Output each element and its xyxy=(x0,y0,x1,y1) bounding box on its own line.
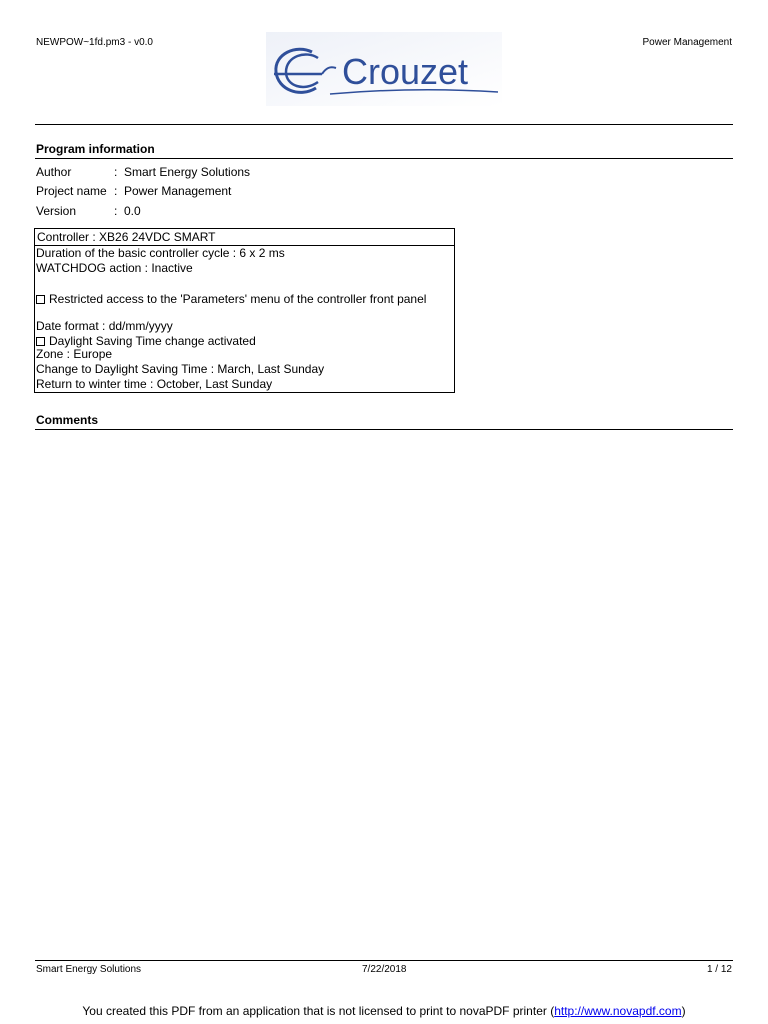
footer-author: Smart Energy Solutions xyxy=(36,964,142,975)
comments-rule xyxy=(35,429,733,430)
header-rule xyxy=(35,124,733,125)
novapdf-notice-close: ) xyxy=(681,1004,686,1018)
info-key: Project name xyxy=(36,184,107,198)
novapdf-notice-text: You created this PDF from an application that is not licensed to print to novaPDF printer ( xyxy=(82,1004,555,1018)
restricted-access-option xyxy=(36,292,426,306)
footer-date: 7/22/2018 xyxy=(362,964,407,975)
program-info-heading: Program information xyxy=(36,142,155,156)
controller-cycle: Duration of the basic controller cycle : 6 x 2 ms xyxy=(36,246,285,260)
crouzet-logo-icon xyxy=(266,32,502,106)
dst-label: Daylight Saving Time change activated xyxy=(49,334,256,348)
controller-title: Controller : XB26 24VDC SMART xyxy=(35,229,454,246)
header-project-title: Power Management xyxy=(642,37,732,48)
info-key: Version xyxy=(36,204,77,218)
info-sep: : xyxy=(114,165,118,179)
info-row-author xyxy=(36,165,250,179)
novapdf-notice xyxy=(0,1004,768,1018)
dst-option xyxy=(36,334,256,348)
program-info-rule xyxy=(35,158,733,159)
info-sep: : xyxy=(114,204,118,218)
info-row-version xyxy=(36,204,141,218)
winter-return: Return to winter time : October, Last Sunday xyxy=(36,377,273,391)
file-version: NEWPOW~1fd.pm3 - v0.0 xyxy=(36,37,153,48)
info-row-project-name xyxy=(36,184,231,198)
watchdog-action: WATCHDOG action : Inactive xyxy=(36,261,193,275)
info-value: 0.0 xyxy=(124,204,141,218)
info-key: Author xyxy=(36,165,72,179)
logo-text: Crouzet xyxy=(342,51,469,92)
info-value: Power Management xyxy=(124,184,232,198)
date-format: Date format : dd/mm/yyyy xyxy=(36,319,173,333)
info-sep: : xyxy=(114,184,118,198)
dst-change: Change to Daylight Saving Time : March, Last Sunday xyxy=(36,362,325,376)
footer-rule xyxy=(35,960,733,961)
controller-box xyxy=(34,228,455,393)
comments-heading: Comments xyxy=(36,413,99,427)
restricted-access-checkbox[interactable] xyxy=(36,295,45,304)
restricted-access-label: Restricted access to the 'Parameters' menu of the controller front panel xyxy=(49,292,427,306)
info-value: Smart Energy Solutions xyxy=(124,165,251,179)
zone: Zone : Europe xyxy=(36,347,113,361)
crouzet-logo xyxy=(266,32,502,106)
dst-checkbox[interactable] xyxy=(36,337,45,346)
novapdf-link[interactable]: http://www.novapdf.com xyxy=(554,1004,682,1018)
footer-page-number: 1 / 12 xyxy=(706,964,732,975)
